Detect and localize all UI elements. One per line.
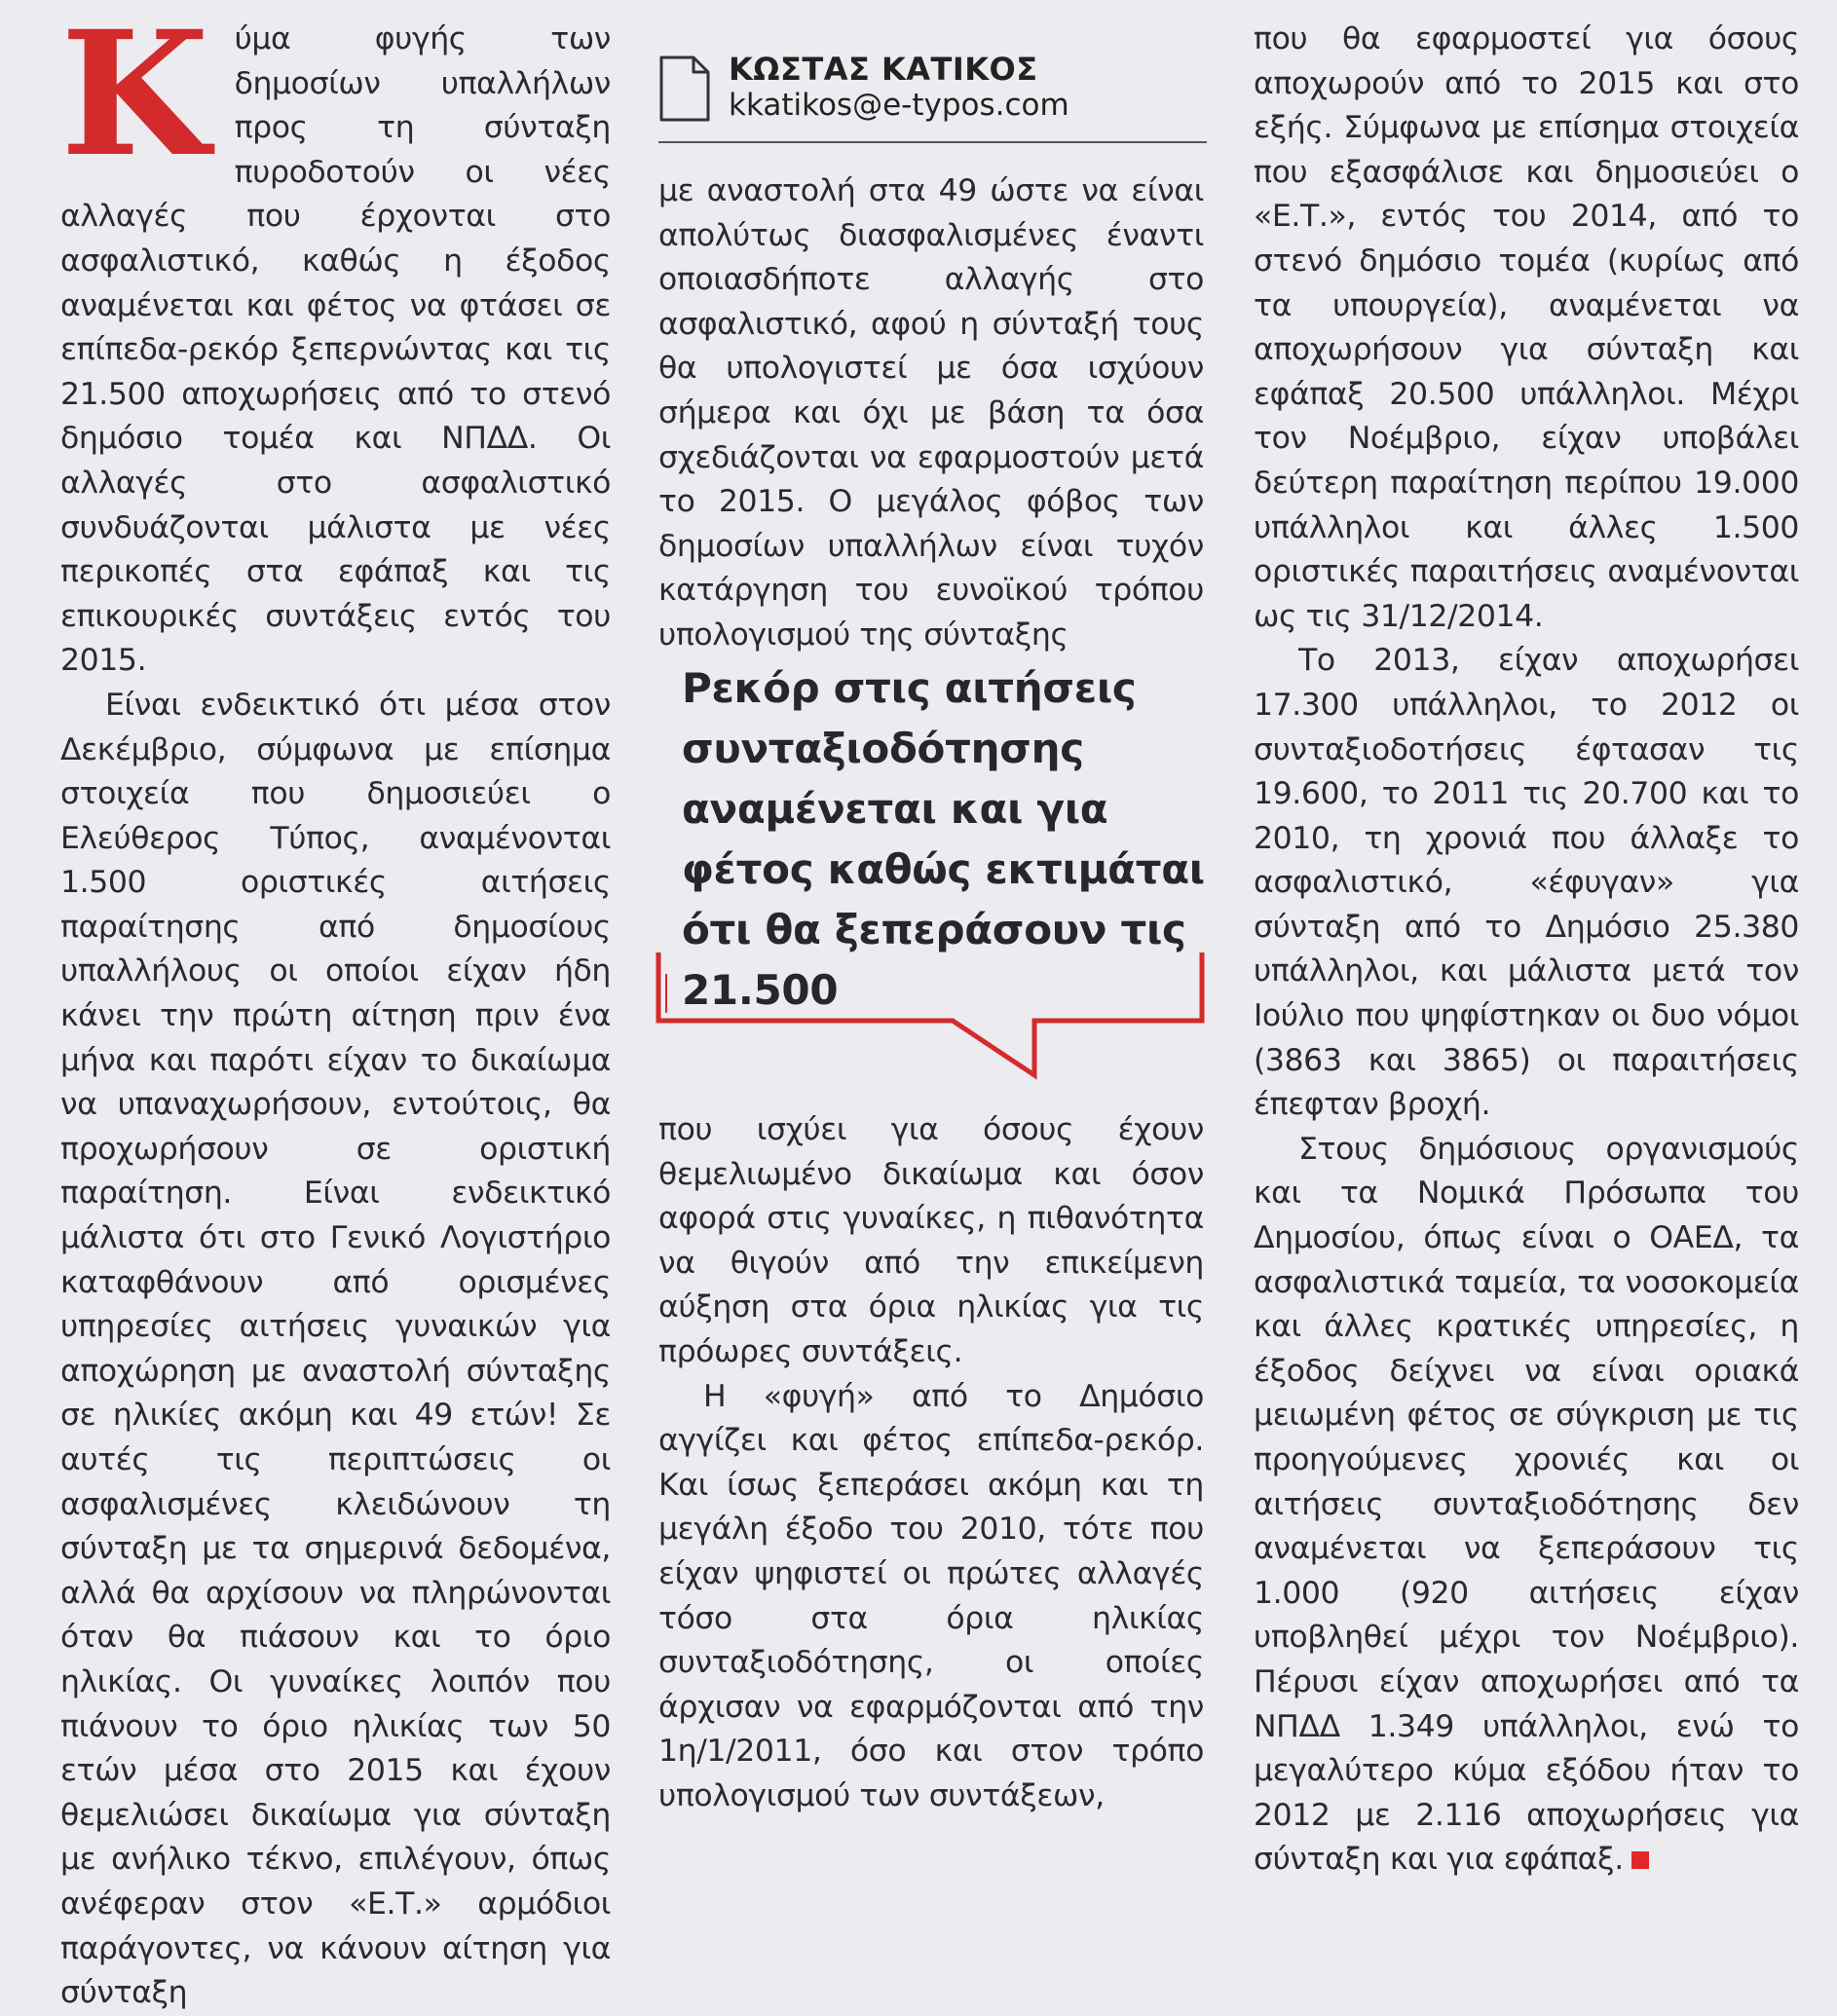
pull-quote-text: Ρεκόρ στις αιτήσεις συνταξιοδότησης αναμένεται και για φέτος καθώς εκτιμάται ότι θα ξεπεράσουν τις 21.500 <box>682 664 1205 1014</box>
byline-divider <box>658 141 1207 143</box>
paragraph-col3-3 <box>1254 1128 1799 1883</box>
article-column-2-top <box>658 169 1204 658</box>
paragraph-1: ύμα φυγής των δημοσίων υπαλλήλων προς τη σύνταξη πυροδοτούν οι νέες αλλαγές που έρχονται στο ασφαλιστικό, καθώς η έξοδος αναμένεται και φέτος να φτάσει σε επίπεδα-ρεκόρ ξεπερνώντας και τις 21.500 αποχωρήσεις από το στενό δημόσιο τομέα και ΝΠΔΔ. Οι αλλαγές στο ασφαλιστικό συνδυάζονται μάλιστα με νέες περικοπές στα εφάπαξ και τις επικουρικές συντάξεις εντός του 2015. <box>60 21 611 679</box>
paragraph-col3-3-text: Στους δημόσιους οργανισμούς και τα Νομικά Πρόσωπα του Δημοσίου, όπως είναι ο ΟΑΕΔ, τα ασφαλιστικά ταμεία, τα νοσοκομεία και άλλες κρατικές υπηρεσίες, η έξοδος δείχνει να είναι οριακά μειωμένη φέτος σε σύγκριση με τις προηγούμενες χρονιές και οι αιτήσεις συνταξιοδότησης δεν αναμένεται να ξεπεράσουν τις 1.000 (920 αιτήσεις είχαν υποβληθεί μέχρι τον Νοέμβριο). Πέρυσι είχαν αποχωρήσει από τα ΝΠΔΔ 1.349 υπάλληλοι, ενώ το μεγαλύτερο κύμα εξόδου ήταν το 2012 με 2.116 αποχωρήσεις για σύνταξη και για εφάπαξ. <box>1254 1131 1799 1878</box>
article-column-2-bottom <box>658 1108 1204 1819</box>
end-square-icon <box>1631 1851 1649 1869</box>
author-name: ΚΩΣΤΑΣ ΚΑΤΙΚΟΣ <box>729 51 1038 88</box>
paragraph-col3-1: που θα εφαρμοστεί για όσους αποχωρούν από το 2015 και στο εξής. Σύμφωνα με επίσημα στοιχεία που εξασφάλισε και δημοσιεύει ο «Ε.Τ.», εντός του 2014, από το στενό δημόσιο τομέα (κυρίως από τα υπουργεία), αναμένεται να αποχωρήσουν για σύνταξη και εφάπαξ 20.500 υπάλληλοι. Μέχρι τον Νοέμβριο, είχαν υποβάλει δεύτερη παραίτηση περίπου 19.000 υπάλληλοι και άλλες 1.500 οριστικές παραιτήσεις αναμένονται ως τις 31/12/2014. <box>1254 21 1799 634</box>
pull-quote <box>655 643 1210 1081</box>
document-icon <box>658 55 711 123</box>
paragraph-col2-top: με αναστολή στα 49 ώστε να είναι απολύτως διασφαλισμένες έναντι οποιασδήποτε αλλαγής στο ασφαλιστικό, αφού η σύνταξή τους θα υπολογιστεί με όσα ισχύουν σήμερα και όχι με βάση τα όσα σχεδιάζονται να εφαρμοστούν μετά το 2015. Ο μεγάλος φόβος των δημοσίων υπαλλήλων είναι τυχόν κατάργηση του ευνοϊκού τρόπου υπολογισμού της σύνταξης <box>658 173 1204 653</box>
article-column-3 <box>1254 18 1799 1883</box>
byline <box>658 39 1204 136</box>
article-column-1 <box>60 0 611 2016</box>
paragraph-col3-2: Το 2013, είχαν αποχωρήσει 17.300 υπάλληλοι, το 2012 οι συνταξιοδοτήσεις έφτασαν τις 19.600, το 2011 τις 20.700 και το 2010, τη χρονιά που άλλαξε το ασφαλιστικό, «έφυγαν» για σύνταξη από το Δημόσιο 25.380 υπάλληλοι, και μάλιστα μετά τον Ιούλιο που ψηφίστηκαν οι δυο νόμοι (3863 και 3865) οι παραιτήσεις έπεφταν βροχή. <box>1254 643 1799 1123</box>
author-email: kkatikos@e-typos.com <box>729 88 1069 123</box>
paragraph-2: Είναι ενδεικτικό ότι μέσα στον Δεκέμβριο, σύμφωνα με επίσημα στοιχεία που δημοσιεύει ο Ελεύθερος Τύπος, αναμένονται 1.500 οριστικές αιτήσεις παραίτησης από δημοσίους υπαλλήλους οι οποίοι είχαν ήδη κάνει την πρώτη αίτηση πριν ένα μήνα και παρότι είχαν το δικαίωμα να υπαναχωρήσουν, εντούτοις, θα προχωρήσουν σε οριστική παραίτηση. Είναι ενδεικτικό μάλιστα ότι στο Γενικό Λογιστήριο καταφθάνουν από ορισμένες υπηρεσίες αιτήσεις γυναικών για αποχώρηση με αναστολή σύνταξης σε ηλικίες ακόμη και 49 ετών! Σε αυτές τις περιπτώσεις οι ασφαλισμένες κλειδώνουν τη σύνταξη με τα σημερινά δεδομένα, αλλά θα αρχίσουν να πληρώνονται όταν θα πιάσουν και το όριο ηλικίας. Οι γυναίκες λοιπόν που πιάνουν το όριο ηλικίας των 50 ετών μέσα στο 2015 και έχουν θεμελιώσει δικαίωμα για σύνταξη με ανήλικο τέκνο, επιλέγουν, όπως ανέφεραν στον «Ε.Τ.» αρμόδιοι παράγοντες, να κάνουν αίτηση για σύνταξη <box>60 687 611 2011</box>
paragraph-col2-b1: που ισχύει για όσους έχουν θεμελιωμένο δικαίωμα και όσον αφορά στις γυναίκες, η πιθανότητα να θιγούν από την επικείμενη αύξηση στα όρια ηλικίας για τις πρόωρες συντάξεις. <box>658 1112 1204 1369</box>
drop-cap: Κ <box>60 0 209 195</box>
paragraph-col2-b2: Η «φυγή» από το Δημόσιο αγγίζει και φέτος επίπεδα-ρεκόρ. Και ίσως ξεπεράσει ακόμη και τη μεγάλη έξοδο του 2010, τότε που είχαν ψηφιστεί οι πρώτες αλλαγές τόσο στα όρια ηλικίας συνταξιοδότησης, οι οποίες άρχισαν να εφαρμόζονται από την 1η/1/2011, όσο και στον τρόπο υπολογισμού των συντάξεων, <box>658 1378 1204 1813</box>
